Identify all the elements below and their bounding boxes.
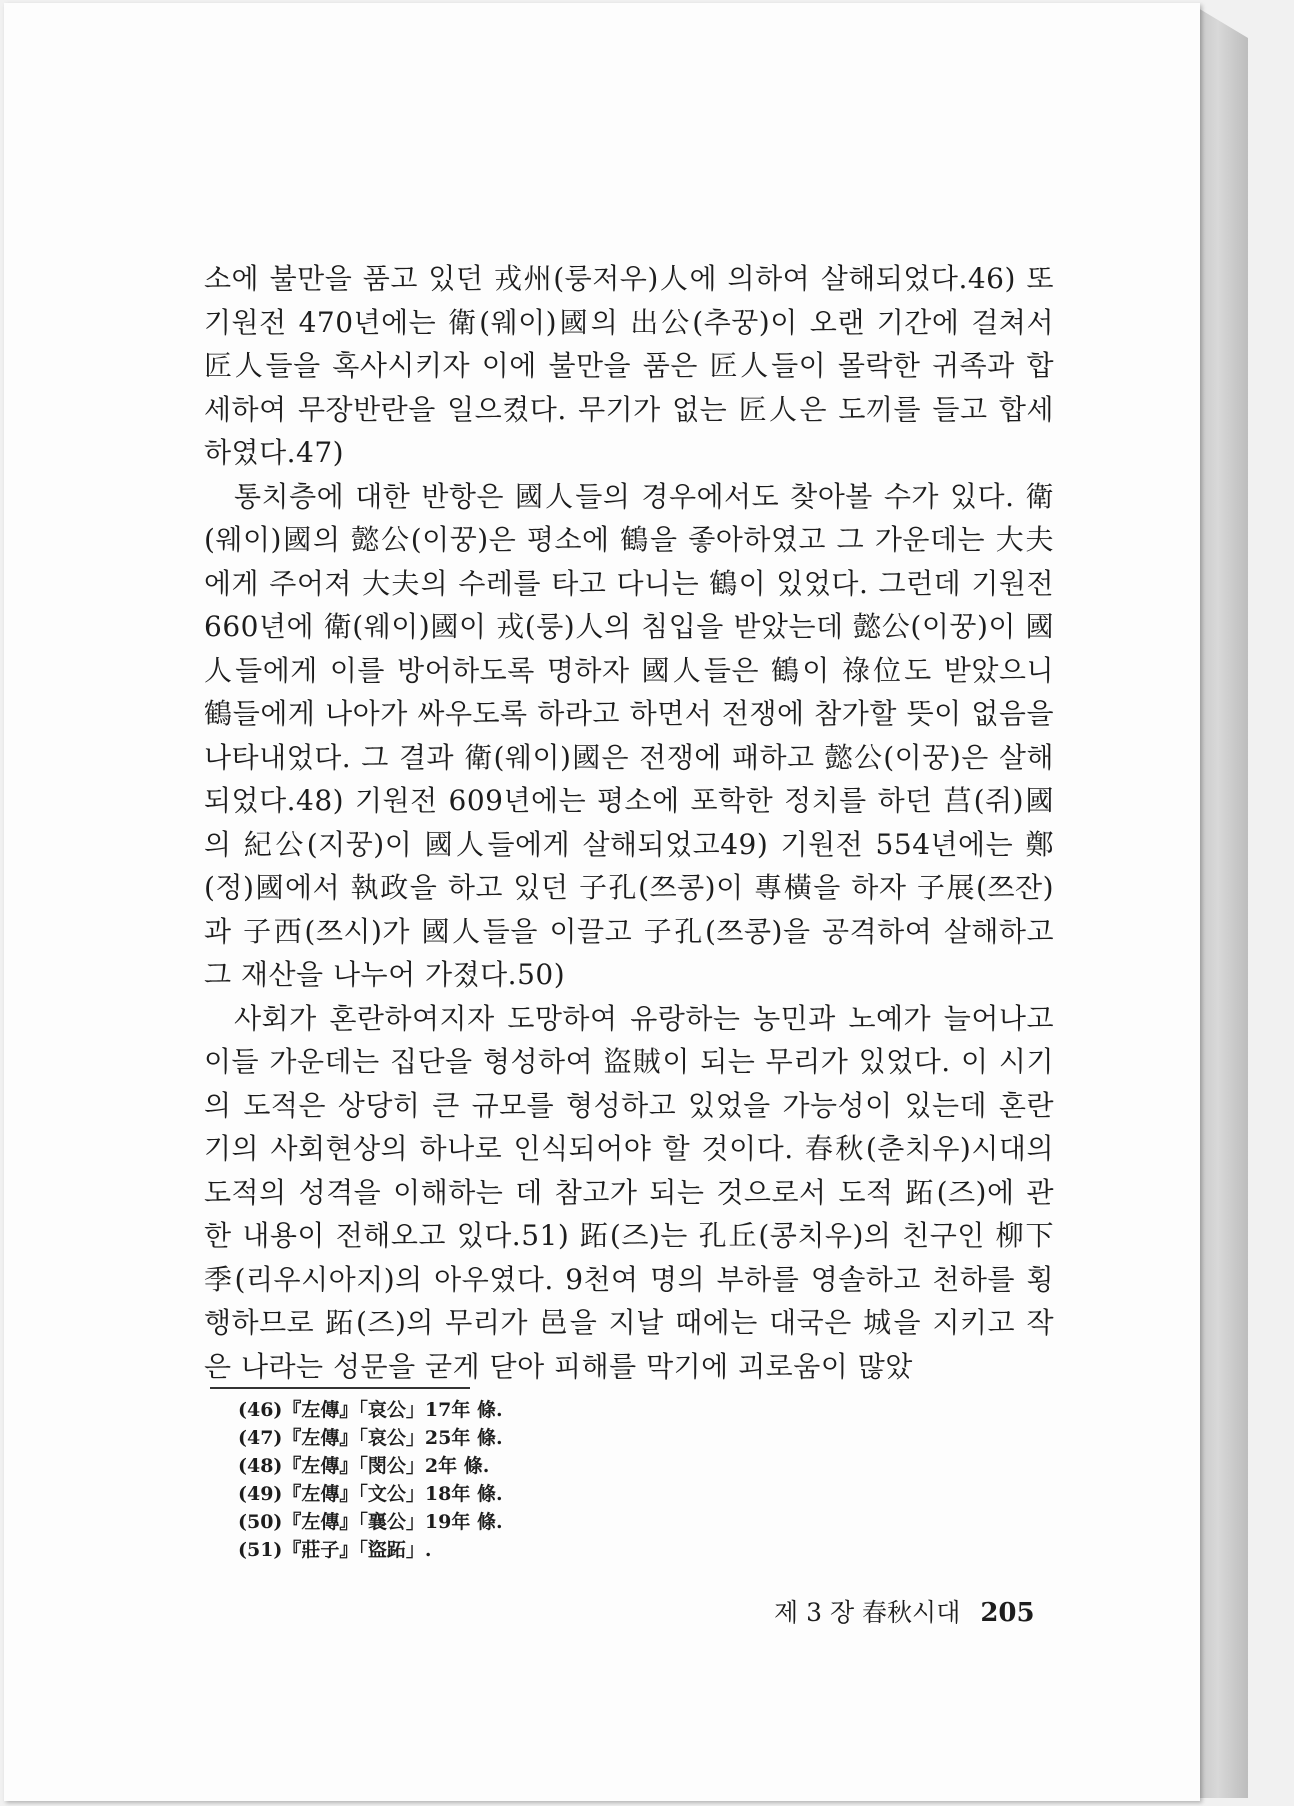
footnote: (49)『左傳』「文公」18年 條. bbox=[238, 1483, 503, 1505]
page-number: 205 bbox=[980, 1598, 1035, 1628]
paragraph: 소에 불만을 품고 있던 戎州(룽저우)人에 의하여 살해되었다.46) 또 기원전 470년에는 衛(웨이)國의 出公(추꿍)이 오랜 기간에 걸쳐서 匠人들을 혹사시키자 이에 불만을 품은 匠人들이 몰락한 귀족과 합세하여 무장반란을 일으켰다. 무기가 없는 匠人은 도끼를 들고 합세하였다.47) bbox=[204, 262, 1054, 469]
footnote-divider bbox=[210, 1387, 470, 1389]
chapter-title: 제 3 장 春秋시대 bbox=[774, 1598, 961, 1627]
footnote: (48)『左傳』「閔公」2年 條. bbox=[238, 1455, 490, 1477]
footnote: (50)『左傳』「襄公」19年 條. bbox=[238, 1511, 503, 1533]
book-page bbox=[4, 3, 1200, 1801]
page-stack-edge bbox=[1198, 8, 1248, 1798]
footnote: (47)『左傳』「哀公」25年 條. bbox=[238, 1427, 503, 1449]
footnote: (46)『左傳』「哀公」17年 條. bbox=[238, 1399, 503, 1421]
paragraph: 통치층에 대한 반항은 國人들의 경우에서도 찾아볼 수가 있다. 衛(웨이)國의 懿公(이꿍)은 평소에 鶴을 좋아하였고 그 가운데는 大夫에게 주어져 大夫의 수레를 타고 다니는 鶴이 있었다. 그런데 기원전 660년에 衛(웨이)國이 戎(룽)人의 침입을 받았는데 懿公(이꿍)이 國人들에게 이를 방어하도록 명하자 國人들은 鶴이 祿位도 받았으니 鶴들에게 나아가 싸우도록 하라고 하면서 전쟁에 참가할 뜻이 없음을 나타내었다. 그 결과 衛(웨이)國은 전쟁에 패하고 懿公(이꿍)은 살해되었다.48) 기원전 609년에는 평소에 포학한 정치를 하던 莒(쥐)國의 紀公(지꿍)이 國人들에게 살해되었고49) 기원전 554년에는 鄭(정)國에서 執政을 하고 있던 子孔(쯔콩)이 專橫을 하자 子展(쯔잔)과 子西(쯔시)가 國人들을 이끌고 子孔(쯔콩)을 공격하여 살해하고 그 재산을 나누어 가졌다.50) bbox=[204, 479, 1054, 991]
paragraph: 사회가 혼란하여지자 도망하여 유랑하는 농민과 노예가 늘어나고 이들 가운데는 집단을 형성하여 盜賊이 되는 무리가 있었다. 이 시기의 도적은 상당히 큰 규모를 형성하고 있었을 가능성이 있는데 혼란기의 사회현상의 하나로 인식되어야 할 것이다. 春秋(춘치우)시대의 도적의 성격을 이해하는 데 참고가 되는 것으로서 도적 跖(즈)에 관한 내용이 전해오고 있다.51) 跖(즈)는 孔丘(콩치우)의 친구인 柳下季(리우시아지)의 아우였다. 9천여 명의 부하를 영솔하고 천하를 횡행하므로 跖(즈)의 무리가 邑을 지날 때에는 대국은 城을 지키고 작은 나라는 성문을 굳게 닫아 피해를 막기에 괴로움이 많았 bbox=[204, 1001, 1054, 1383]
running-footer bbox=[774, 1593, 1035, 1629]
footnote: (51)『莊子』「盜跖」. bbox=[238, 1539, 432, 1561]
footnotes bbox=[238, 1396, 503, 1564]
body-text bbox=[204, 257, 1054, 1388]
